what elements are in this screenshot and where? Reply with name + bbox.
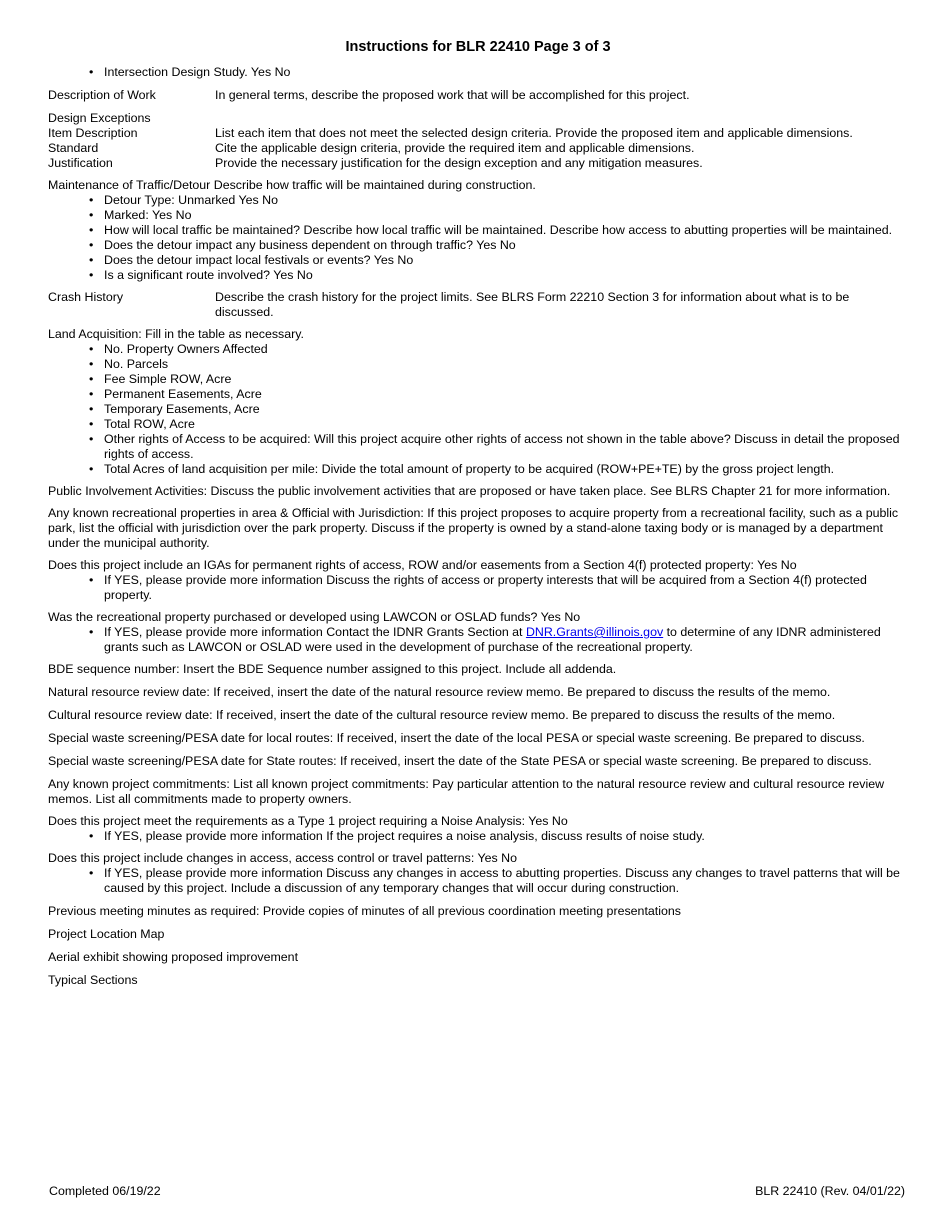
list-item: • Does the detour impact local festivals or events? Yes No	[104, 253, 908, 268]
igas-section	[48, 558, 908, 603]
crash-history-label: Crash History	[48, 290, 124, 304]
list-item: • Fee Simple ROW, Acre	[104, 372, 908, 387]
natural-resource-text: Natural resource review date: If received, insert the date of the natural resource review memo. Be prepared to discuss the results of the memo.	[48, 685, 831, 699]
list-item: • Marked: Yes No	[104, 208, 908, 223]
list-item: • No. Property Owners Affected	[104, 342, 908, 357]
design-exception-label: Item Description	[48, 126, 138, 140]
list-item: • How will local traffic be maintained? Describe how local traffic will be maintained. Describe how access to abutting properties will be maintained.	[104, 223, 908, 238]
location-map-text: Project Location Map	[48, 927, 165, 941]
land-acquisition-list	[48, 342, 908, 477]
description-of-work-text: In general terms, describe the proposed work that will be accomplished for this project.	[215, 88, 690, 102]
lawcon-list	[48, 625, 908, 655]
noise-text: Does this project meet the requirements as a Type 1 project requiring a Noise Analysis: Yes No	[48, 814, 568, 828]
list-item: • Other rights of Access to be acquired: Will this project acquire other rights of access not shown in the table above? Discuss in detail the proposed rights of access.	[104, 432, 908, 462]
design-exceptions-section	[48, 111, 908, 171]
land-acquisition-text: Land Acquisition: Fill in the table as necessary.	[48, 327, 304, 341]
list-item: • If YES, please provide more information If the project requires a noise analysis, discuss results of noise study.	[104, 829, 908, 844]
design-exception-row	[48, 141, 908, 156]
access-changes-text: Does this project include changes in access, access control or travel patterns: Yes No	[48, 851, 518, 865]
design-exception-label: Standard	[48, 141, 99, 155]
list-item: • Temporary Easements, Acre	[104, 402, 908, 417]
design-exception-text: List each item that does not meet the selected design criteria. Provide the proposed item and applicable dimensions.	[215, 126, 853, 140]
design-exceptions-heading: Design Exceptions	[48, 111, 151, 125]
list-item: • Total Acres of land acquisition per mile: Divide the total amount of property to be acquired (ROW+PE+TE) by the gross project length.	[104, 462, 908, 477]
lawcon-text: Was the recreational property purchased or developed using LAWCON or OSLAD funds? Yes No	[48, 610, 581, 624]
lawcon-bullet-post: to determine of any IDNR administered grants such as LAWCON or OSLAD were used in the development of purchase of the recreational property.	[104, 625, 881, 654]
lawcon-section	[48, 610, 908, 655]
typical-sections-text: Typical Sections	[48, 973, 138, 987]
waste-local-text: Special waste screening/PESA date for local routes: If received, insert the date of the local PESA or special waste screening. Be prepared to discuss.	[48, 731, 865, 745]
list-item: • Does the detour impact any business dependent on through traffic? Yes No	[104, 238, 908, 253]
cultural-resource-text: Cultural resource review date: If received, insert the date of the cultural resource review memo. Be prepared to discuss the results of the memo.	[48, 708, 836, 722]
access-changes-section	[48, 851, 908, 896]
list-item	[104, 625, 908, 655]
design-exception-row	[48, 126, 908, 141]
footer-form-number: BLR 22410 (Rev. 04/01/22)	[755, 1184, 905, 1198]
list-item: • Is a significant route involved? Yes No	[104, 268, 908, 283]
design-exception-text: Provide the necessary justification for the design exception and any mitigation measures.	[215, 156, 703, 170]
aerial-exhibit-text: Aerial exhibit showing proposed improvement	[48, 950, 299, 964]
description-of-work-row	[48, 88, 908, 103]
top-bullet-list	[48, 65, 908, 80]
design-exception-label: Justification	[48, 156, 113, 170]
igas-list	[48, 573, 908, 603]
waste-state-text: Special waste screening/PESA date for State routes: If received, insert the date of the State PESA or special waste screening. Be prepared to discuss.	[48, 754, 872, 768]
list-item: • If YES, please provide more information Discuss any changes in access to abutting properties. Discuss any changes to travel patterns that will be caused by this project. Include a discussion of any temporary changes that will occur during construction.	[104, 866, 908, 896]
list-item: • Permanent Easements, Acre	[104, 387, 908, 402]
access-changes-list	[48, 866, 908, 896]
bde-text: BDE sequence number: Insert the BDE Sequence number assigned to this project. Include all addenda.	[48, 662, 617, 676]
maintenance-text: Maintenance of Traffic/Detour Describe how traffic will be maintained during construction.	[48, 178, 536, 192]
list-item: • If YES, please provide more information Discuss the rights of access or property interests that will be acquired from a Section 4(f) protected property.	[104, 573, 908, 603]
crash-history-text: Describe the crash history for the project limits. See BLRS Form 22210 Section 3 for information about what is to be discussed.	[215, 290, 850, 319]
crash-history-row	[48, 290, 908, 320]
description-of-work-label: Description of Work	[48, 88, 156, 102]
document-page	[48, 38, 908, 988]
idnr-email-link[interactable]: DNR.Grants@illinois.gov	[525, 625, 664, 639]
list-item: • Total ROW, Acre	[104, 417, 908, 432]
lawcon-bullet-pre: If YES, please provide more information Contact the IDNR Grants Section at	[104, 625, 526, 639]
previous-minutes-text: Previous meeting minutes as required: Provide copies of minutes of all previous coordination meeting presentations	[48, 904, 681, 918]
igas-text: Does this project include an IGAs for permanent rights of access, ROW and/or easements from a Section 4(f) protected property: Yes No	[48, 558, 797, 572]
list-item: • Intersection Design Study. Yes No	[104, 65, 908, 80]
design-exception-text: Cite the applicable design criteria, provide the required item and applicable dimensions.	[215, 141, 695, 155]
list-item: • Detour Type: Unmarked Yes No	[104, 193, 908, 208]
maintenance-section	[48, 178, 908, 283]
footer-completed: Completed 06/19/22	[49, 1184, 161, 1198]
commitments-text: Any known project commitments: List all known project commitments: Pay particular attention to the natural resource review and cultural resource review memos. List all commitments made to property owners.	[48, 777, 885, 806]
list-item: • No. Parcels	[104, 357, 908, 372]
recreational-text: Any known recreational properties in area & Official with Jurisdiction: If this project proposes to acquire property from a recreational facility, such as a public park, list the official with jurisdiction over the park property. Discuss if the property is owned by a stand-alone taxing body or is managed by a department under the municipal authority.	[48, 506, 899, 550]
noise-list	[48, 829, 908, 844]
maintenance-list	[48, 193, 908, 283]
public-involvement-text: Public Involvement Activities: Discuss the public involvement activities that are proposed or have taken place. See BLRS Chapter 21 for more information.	[48, 484, 891, 498]
design-exception-row	[48, 156, 908, 171]
noise-section	[48, 814, 908, 844]
page-title: Instructions for BLR 22410 Page 3 of 3	[345, 39, 611, 55]
land-acquisition-section	[48, 327, 908, 477]
